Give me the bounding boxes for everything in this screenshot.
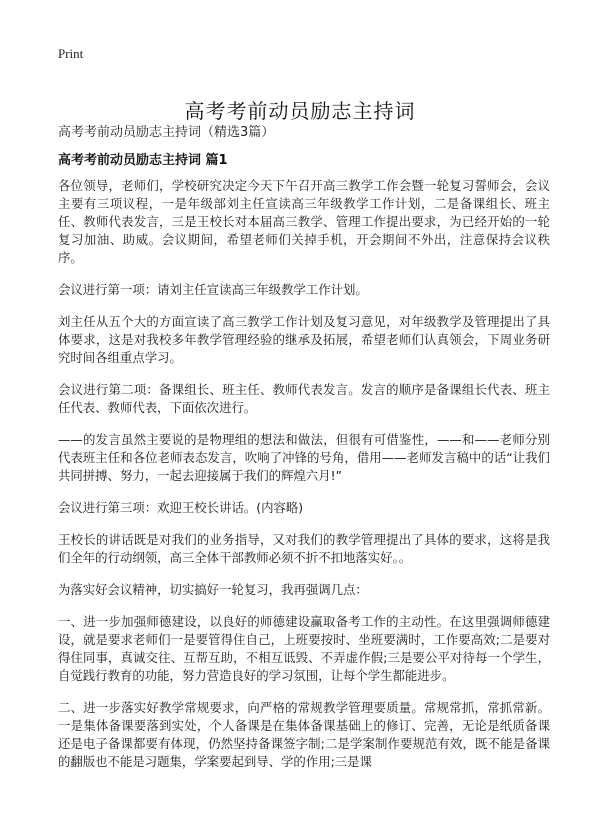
- document-subtitle: 高考考前动员励志主持词（精选3篇）: [58, 125, 275, 140]
- document-body: [58, 177, 550, 785]
- print-label[interactable]: Print: [58, 46, 84, 61]
- paragraph-9: 一、进一步加强师德建设，以良好的师德建设赢取备考工作的主动性。在这里强调师德建设，就是要求老师们一是要管得住自己，上班要按时、坐班要满时，工作要高效;二是要对得住同事，真诚交往、互帮互助，不相互诋毁、不弄虚作假;三是要公平对待每一个学生，自觉践行教育的功能，努力营造良好的学习氛围，让每个学生都能进步。: [58, 614, 550, 683]
- section-heading: 高考考前动员励志主持词 篇1: [58, 153, 228, 168]
- paragraph-6: 会议进行第三项：欢迎王校长讲话。(内容略): [58, 500, 304, 515]
- paragraph-4: 会议进行第二项：备课组长、班主任、教师代表发言。发言的顺序是备课组长代表、班主任代表、教师代表，下面依次进行。: [58, 382, 550, 415]
- paragraph-3: 刘主任从五个大的方面宣读了高三教学工作计划及复习意见，对年级教学及管理提出了具体要求，这是对我校多年教学管理经验的继承及拓展，希望老师们认真领会，下周业务研究时间各组重点学习。: [58, 314, 550, 365]
- paragraph-10: 二、进一步落实好教学常规要求，向严格的常规教学管理要质量。常规常抓，常抓常新。一是集体备课要落到实处，个人备课是在集体备课基础上的修订、完善，无论是纸质备课还是电子备课都要有体现，仍然坚持备课签字制;二是学案制作要规范有效，既不能是备课的翻版也不能是习题集，学案要起到导、学的作用;三是课: [58, 700, 550, 769]
- paragraph-5: ——的发言虽然主要说的是物理组的想法和做法，但很有可借鉴性，——和——老师分别代表班主任和各位老师表态发言，吹响了冲锋的号角，借用——老师发言稿中的话“让我们共同拼搏、努力，一起去迎接属于我们的辉煌六月!”: [58, 432, 550, 483]
- paragraph-7: 王校长的讲话既是对我们的业务指导，又对我们的教学管理提出了具体的要求，这将是我们全年的行动纲领，高三全体干部教师必须不折不扣地落实好。。: [58, 532, 550, 565]
- paragraph-1: 各位领导，老师们，学校研究决定今天下午召开高三教学工作会暨一轮复习誓师会，会议主要有三项议程，一是年级部刘主任宣读高三年级教学工作计划，二是备课组长、班主任、教师代表发言，三是王校长对本届高三教学、管理工作提出要求，为已经开始的一轮复习加油、助威。会议期间，希望老师们关掉手机，开会期间不外出，注意保持会议秩序。: [58, 178, 550, 265]
- paragraph-2: 会议进行第一项：请刘主任宣读高三年级教学工作计划。: [58, 282, 368, 297]
- page-title: 高考考前动员励志主持词: [184, 99, 416, 124]
- paragraph-8: 为落实好会议精神，切实搞好一轮复习，我再强调几点：: [58, 582, 368, 597]
